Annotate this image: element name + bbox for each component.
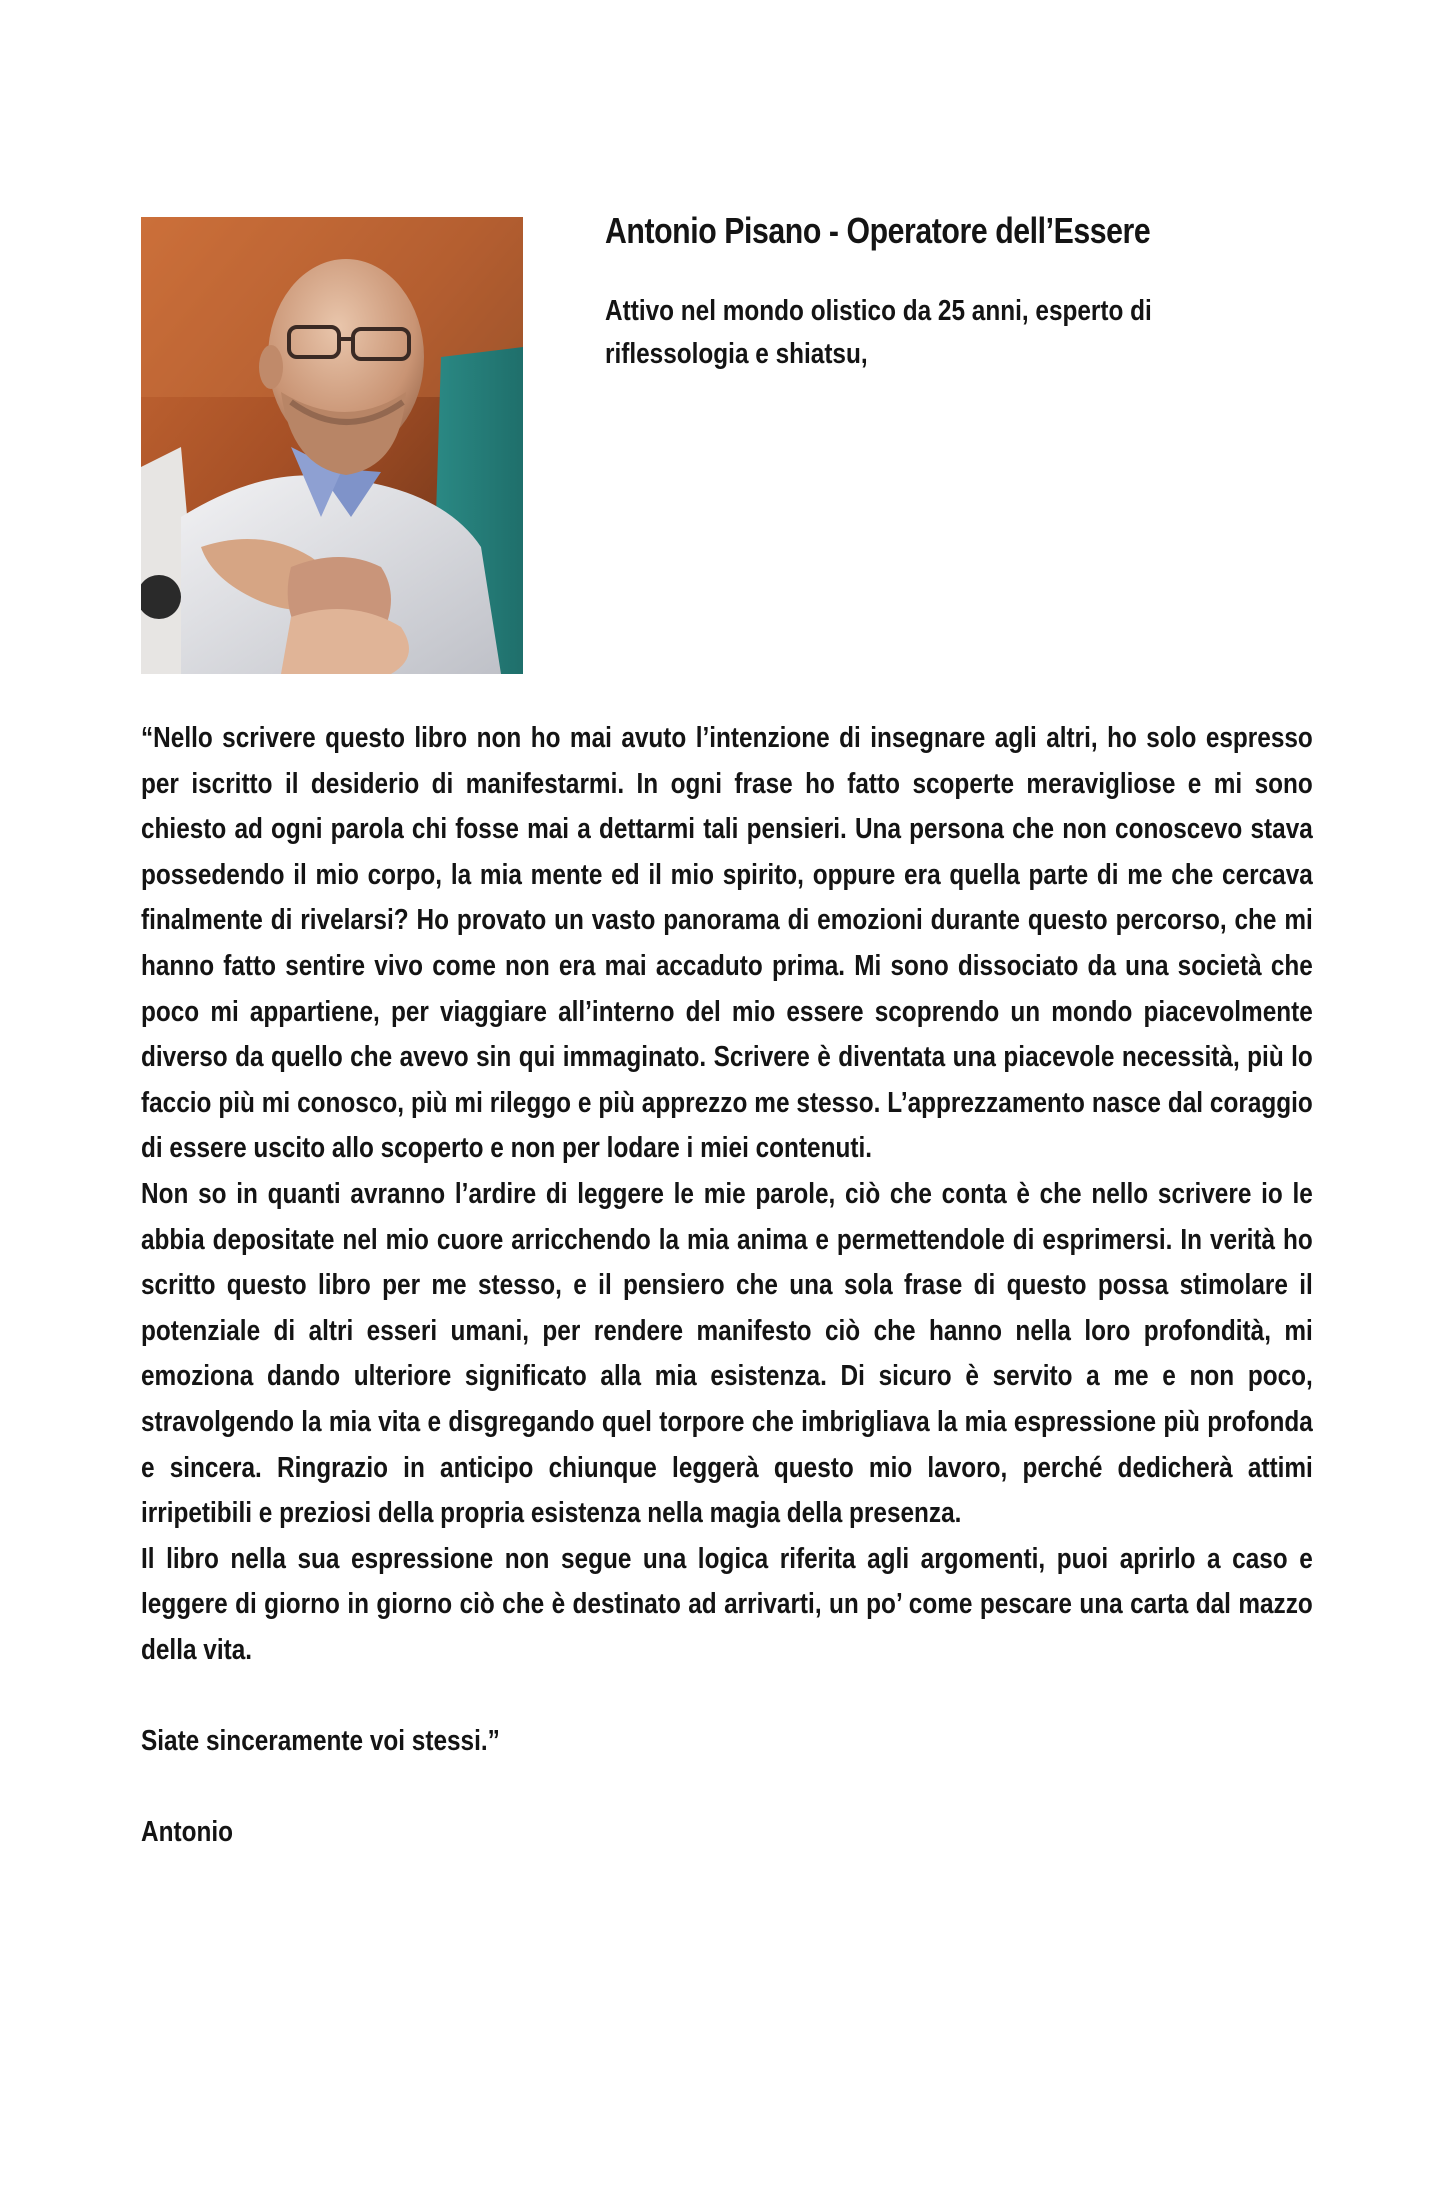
paragraph-3: Il libro nella sua espressione non segue una logica riferita agli argomenti, puoi aprirlo a caso e leggere di giorno in giorno ciò che è destinato ad arrivarti, un po’ come pescare una carta dal mazzo della vita. <box>141 1542 1313 1666</box>
preface-text <box>141 716 1313 1856</box>
author-bio: Attivo nel mondo olistico da 25 anni, esperto di riflessologia e shiatsu, <box>605 295 1152 370</box>
page-title: Antonio Pisano - Operatore dell’Essere <box>605 210 1151 251</box>
closing-line: Siate sinceramente voi stessi.” <box>141 1725 500 1758</box>
paragraph-1: “Nello scrivere questo libro non ho mai avuto l’intenzione di insegnare agli altri, ho solo espresso per iscritto il desiderio di manifestarmi. In ogni frase ho fatto scoperte meravigliose e mi sono chiesto ad ogni parola chi fosse mai a dettarmi tali pensieri. Una persona che non conoscevo stava possedendo il mio corpo, la mia mente ed il mio spirito, oppure era quella parte di me che cercava finalmente di rivelarsi? Ho provato un vasto panorama di emozioni durante questo percorso, che mi hanno fatto sentire vivo come non era mai accaduto prima. Mi sono dissociato da una società che poco mi appartiene, per viaggiare all’interno del mio essere scoprendo un mondo piacevolmente diverso da quello che avevo sin qui immaginato. Scrivere è diventata una piacevole necessità, più lo faccio più mi conosco, più mi rileggo e più apprezzo me stesso. L’apprezzamento nasce dal coraggio di essere uscito allo scoperto e non per lodare i miei contenuti. <box>141 722 1313 1165</box>
author-photo <box>141 217 523 674</box>
author-header <box>605 210 1325 376</box>
signature: Antonio <box>141 1816 233 1849</box>
portrait-photo-icon <box>141 217 523 674</box>
paragraph-2: Non so in quanti avranno l’ardire di leggere le mie parole, ciò che conta è che nello scrivere io le abbia depositate nel mio cuore arricchendo la mia anima e permettendole di esprimersi. In verità ho scritto questo libro per me stesso, e il pensiero che una sola frase di questo possa stimolare il potenziale di altri esseri umani, per rendere manifesto ciò che hanno nella loro profondità, mi emoziona dando ulteriore significato alla mia esistenza. Di sicuro è servito a me e non poco, stravolgendo la mia vita e disgregando quel torpore che imbrigliava la mia espressione più profonda e sincera. Ringrazio in anticipo chiunque leggerà questo mio lavoro, perché dedicherà attimi irripetibili e preziosi della propria esistenza nella magia della presenza. <box>141 1177 1313 1530</box>
